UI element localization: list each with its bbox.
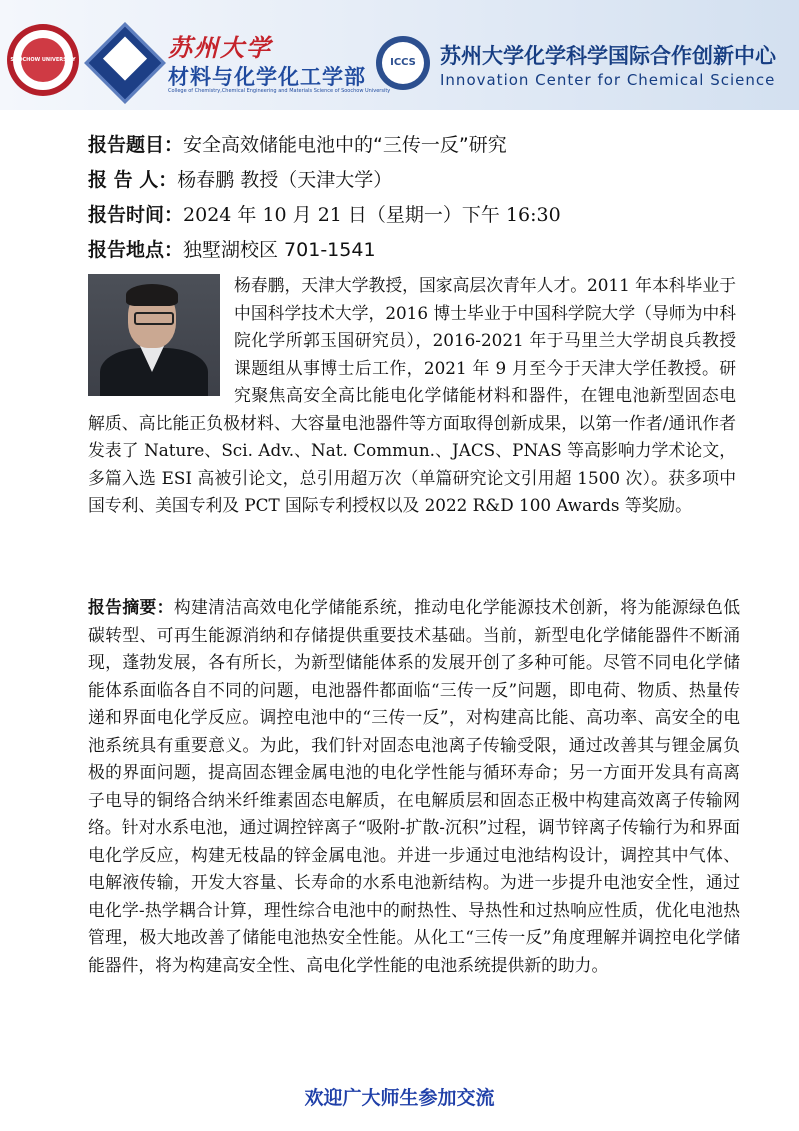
talk-place: 独墅湖校区 701-1541 [183, 239, 376, 261]
welcome-message: 欢迎广大师生参加交流 [304, 1087, 495, 1109]
speaker: 杨春鹏 教授（天津大学） [177, 169, 393, 191]
time-label: 报告时间： [88, 204, 184, 226]
university-seal-logo: SOOCHOW UNIVERSITY [7, 24, 79, 96]
talk-time: 2024 年 10 月 21 日（星期一）下午 16:30 [183, 204, 561, 226]
center-name: 苏州大学化学科学国际合作创新中心 [440, 44, 776, 68]
department-name: 材料与化学化工学部 [168, 65, 366, 89]
abstract-text: 构建清洁高效电化学储能系统，推动电化学能源技术创新，将为能源绿色低碳转型、可再生能源消纳和存储提供重要技术基础。当前，新型电化学储能器件不断涌现，蓬勃发展，各有所长，为新型储能体系的发展开创了多种可能。尽管不同电化学储能体系面临各自不同的问题，电池器件都面临“三传一反”问题，即电荷、物质、热量传递和界面电化学反应。调控电池中的“三传一反”，对构建高比能、高功率、高安全的电池系统具有重要意义。为此，我们针对固态电池离子传输受限，通过改善其与锂金属负极的界面问题，提高固态锂金属电池的电化学性能与循环寿命；另一方面开发具有高离子电导的铜络合纳米纤维素固态电解质，在电解质层和固态正极中构建高效离子传输网络。针对水系电池，通过调控锌离子“吸附-扩散-沉积”过程，调节锌离子传输行为和界面电化学反应，构建无枝晶的锌金属电池。并进一步通过电池结构设计，调控其中气体、电解液传输，开发大容量、长寿命的水系电池新结构。为进一步提升电池安全性，通过电化学-热学耦合计算，理性综合电池中的耐热性、导热性和过热响应性质，优化电池热管理，极大地改善了储能电池热安全性能。从化工“三传一反”角度理解并调控电化学储能器件，将为构建高安全性、高电化学性能的电池系统提供新的助力。 [88, 597, 740, 975]
department-name-en: College of Chemistry,Chemical Engineering and Materials Science of Soochow University [168, 88, 391, 94]
abstract-label: 报告摘要： [88, 597, 174, 617]
header-banner [0, 0, 799, 110]
place-line [88, 235, 376, 262]
bio-text: 杨春鹏，天津大学教授，国家高层次青年人才。2011 年本科毕业于中国科学技术大学，2016 博士毕业于中国科学院大学（导师为中科院化学所郭玉国研究员），2016-2021 年于马里兰大学胡良兵教授课题组从事博士后工作，2021 年 9 月至今于天津大学任教授。研究聚焦高安全高比能电化学储能材料和器件，在锂电池新型固态电解质、高比能正负极材料、大容量电池器件等方面取得创新成果，以第一作者/通讯作者发表了 Nature、Sci. Adv.、Nat. Commun.、JACS、PNAS 等高影响力学术论文，多篇入选 ESI 高被引论文，总引用超万次（单篇研究论文引用超 1500 次）。获多项中国专利、美国专利及 PCT 国际专利授权以及 2022 R&D 100 Awards 等奖励。 [88, 275, 736, 515]
school-name: 苏州大学 [168, 33, 272, 62]
speaker-bio [88, 272, 736, 520]
center-name-en: Innovation Center for Chemical Science [440, 71, 776, 89]
talk-title-label: 报告题目： [88, 134, 184, 156]
iccs-logo: ICCS [376, 36, 430, 90]
speaker-line [88, 165, 392, 192]
department-emblem-logo [84, 22, 166, 104]
talk-title: 安全高效储能电池中的“三传一反”研究 [183, 134, 507, 156]
talk-title-line [88, 130, 507, 157]
abstract-section [88, 594, 740, 979]
place-label: 报告地点： [88, 239, 184, 261]
speaker-label: 报 告 人： [88, 169, 178, 191]
time-line [88, 200, 561, 227]
